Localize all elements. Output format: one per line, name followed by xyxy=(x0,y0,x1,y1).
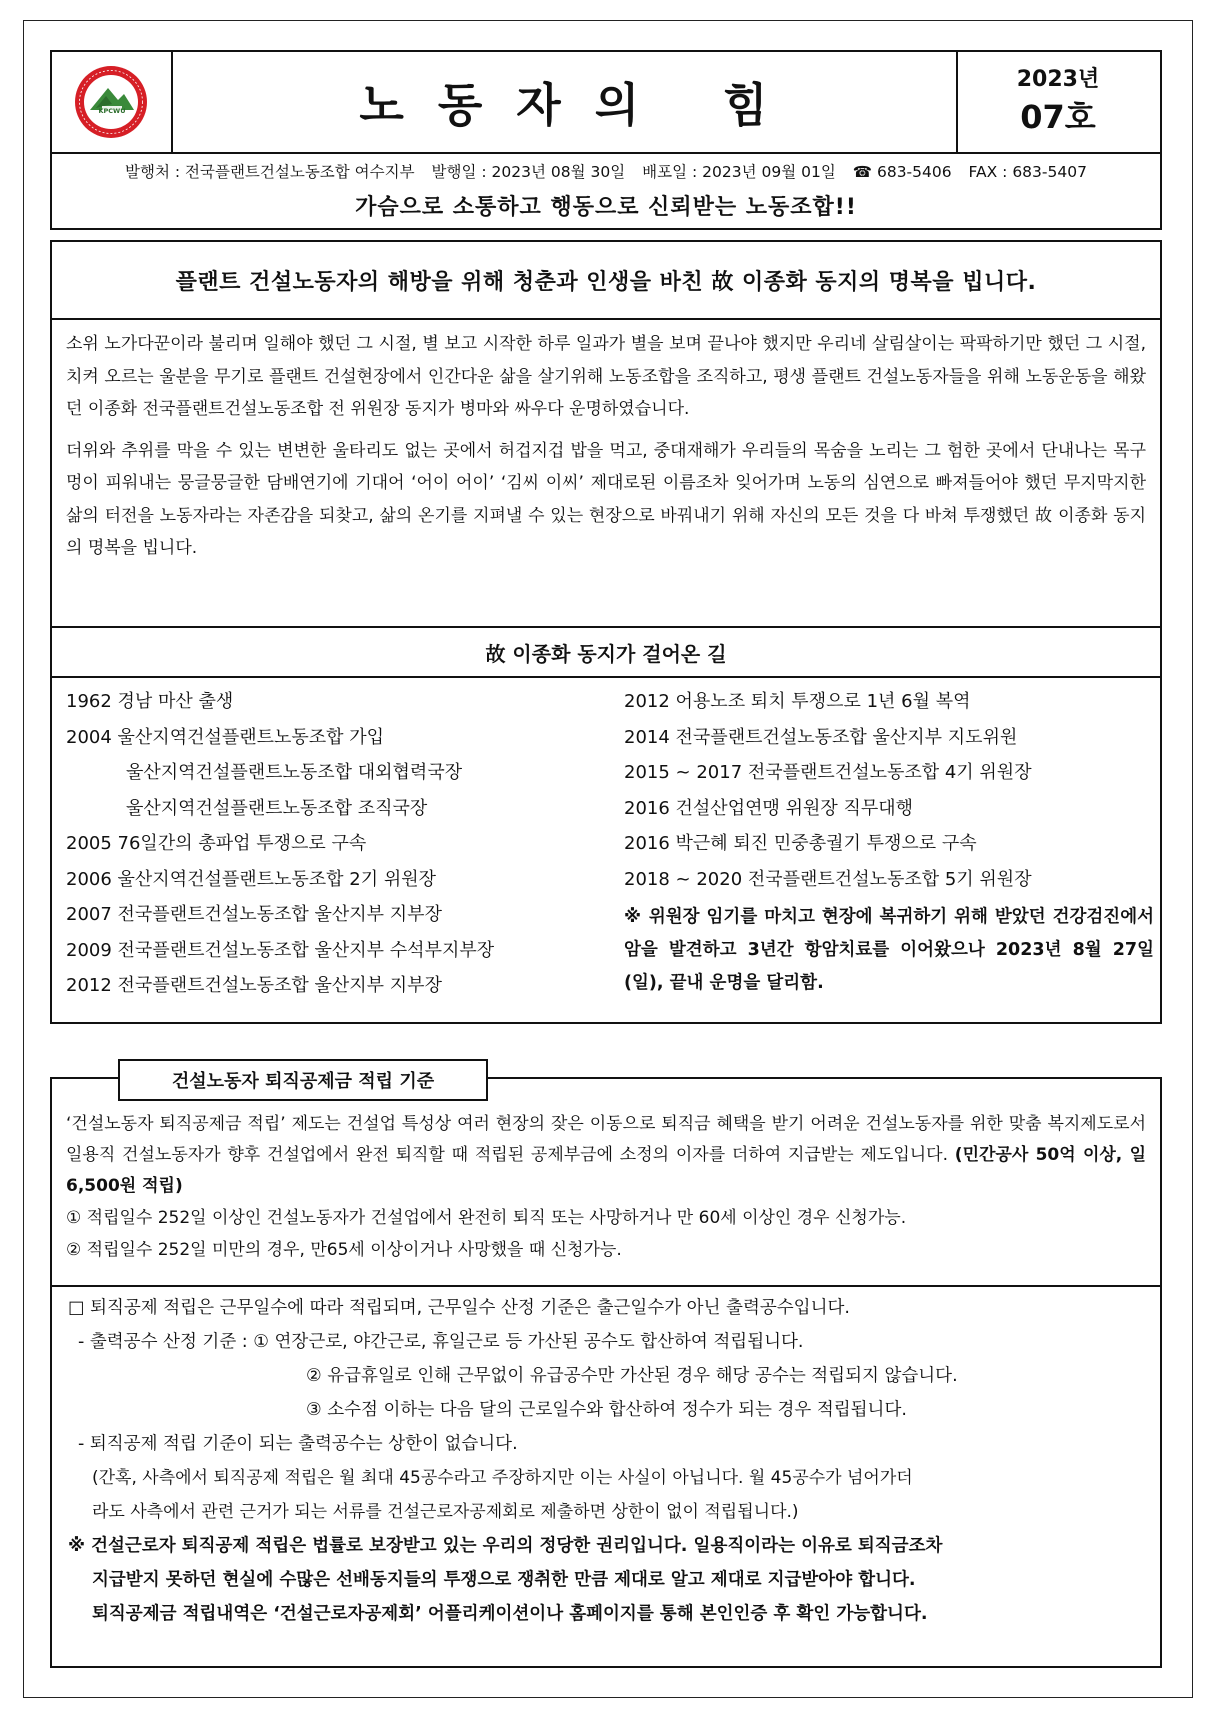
note-2: 지급받지 못하던 현실에 수많은 선배동지들의 투쟁으로 쟁취한 만큼 제대로 알고 제대로 지급받아야 합니다. xyxy=(92,1570,916,1590)
intro-bold-text: (민간공사 50억 이상, 일 6,500원 적립) xyxy=(66,1145,1146,1196)
timeline-note: ※ 위원장 임기를 마치고 현장에 복귀하기 위해 받았던 건강검진에서 암을 발견하고 3년간 항암치료를 이어왔으나 2023년 8월 27일(일), 끝내 운명을 달리함. xyxy=(624,907,1154,993)
timeline-item: 2006 울산지역건설플랜트노동조합 2기 위원장 xyxy=(66,868,437,890)
memorial-title: 플랜트 건설노동자의 해방을 위해 청춘과 인생을 바친 故 이종화 동지의 명복을 빕니다. xyxy=(52,242,1160,320)
criteria-3: ③ 소수점 이하는 다음 달의 근로일수와 합산하여 정수가 되는 경우 적립됩니다. xyxy=(306,1400,907,1420)
timeline-item: 2012 어용노조 퇴치 투쟁으로 1년 6월 복역 xyxy=(624,691,971,712)
timeline-item: 2009 전국플랜트건설노동조합 울산지부 수석부지부장 xyxy=(66,939,495,961)
parenthetical-2: 라도 사측에서 관련 근거가 되는 서류를 건설근로자공제회로 제출하면 상한이 없이 적립됩니다.) xyxy=(92,1502,799,1522)
timeline-item: 2018 ~ 2020 전국플랜트건설노동조합 5기 위원장 xyxy=(624,868,1032,890)
timeline-right-column xyxy=(624,684,1154,1000)
newsletter-title: 노동자의 힘 xyxy=(359,78,802,132)
timeline-item: 2015 ~ 2017 전국플랜트건설노동조합 4기 위원장 xyxy=(624,762,1032,783)
timeline-title: 故 이종화 동지가 걸어온 길 xyxy=(52,626,1160,678)
note-3: 퇴직공제금 적립내역은 ‘건설근로자공제회’ 어플리케이션이나 홈페이지를 통해 본인인증 후 확인 가능합니다. xyxy=(92,1604,928,1624)
timeline-item: 울산지역건설플랜트노동조합 조직국장 xyxy=(126,797,428,819)
note-1: ※ 건설근로자 퇴직공제 적립은 법률로 보장받고 있는 우리의 정당한 권리입니다. 일용직이라는 이유로 퇴직금조차 xyxy=(68,1536,943,1556)
publisher: 발행처 : 전국플랜트건설노동조합 여수지부 xyxy=(125,163,415,181)
timeline-item: 1962 경남 마산 출생 xyxy=(66,691,234,712)
slogan: 가슴으로 소통하고 행동으로 신뢰받는 노동조합!! xyxy=(355,195,857,220)
parenthetical-1: (간혹, 사측에서 퇴직공제 적립은 월 최대 45공수라고 주장하지만 이는 사실이 아닙니다. 월 45공수가 넘어가더 xyxy=(92,1468,913,1488)
timeline-left-column xyxy=(66,684,606,1004)
publication-date: 발행일 : 2023년 08월 30일 xyxy=(431,163,626,181)
fax-number: FAX : 683-5407 xyxy=(968,163,1087,181)
intro-text: ‘건설노동자 퇴직공제금 적립’ 제도는 건설업 특성상 여러 현장의 잦은 이동으로 퇴직금 혜택을 받기 어려운 건설노동자를 위한 맞춤 복지제도로서 일용직 건설노동자가 향후 건설업에서 완전 퇴직할 때 적립된 공제부금에 소정의 이자를 더하여 지급받는 제도입니다. xyxy=(66,1114,1146,1165)
criteria-1: - 출력공수 산정 기준 : ① 연장근로, 야간근로, 휴일근로 등 가산된 공수도 합산하여 적립됩니다. xyxy=(78,1332,804,1352)
condition-2: ② 적립일수 252일 미만의 경우, 만65세 이상이거나 사망했을 때 신청가능. xyxy=(66,1240,622,1260)
divider xyxy=(52,1285,1160,1287)
timeline-item: 2007 전국플랜트건설노동조합 울산지부 지부장 xyxy=(66,904,442,925)
timeline-item: 2016 건설산업연맹 위원장 직무대행 xyxy=(624,797,914,819)
issue-year: 2023년 xyxy=(1016,67,1100,92)
memorial-paragraph: 소위 노가다꾼이라 불리며 일해야 했던 그 시절, 별 보고 시작한 하루 일과가 별을 보며 끝나야 했지만 우리네 살림살이는 팍팍하기만 했던 그 시절, 치켜 오르는 울분을 무기로 플랜트 건설현장에서 인간다운 삶을 살기위해 노동조합을 조직하고, 평생 플랜트 건설노동자들을 위해 노동운동을 해왔던 이종화 전국플랜트건설노동조합 전 위원장 동지가 병마와 싸우다 운명하였습니다. xyxy=(66,334,1146,419)
retirement-section-title: 건설노동자 퇴직공제금 적립 기준 xyxy=(118,1059,488,1101)
retirement-intro xyxy=(66,1109,1146,1266)
retirement-section xyxy=(50,1071,1162,1668)
memorial-paragraph: 더위와 추위를 막을 수 있는 변변한 울타리도 없는 곳에서 허겁지겁 밥을 먹고, 중대재해가 우리들의 목숨을 노리는 그 험한 곳에서 단내나는 목구멍이 피워내는 뭉글뭉글한 담배연기에 기대어 ‘어이 어이’ ‘김씨 이씨’ 제대로된 이름조차 잊어가며 노동의 심연으로 빠져들어야 했던 무지막지한 삶의 터전을 노동자라는 자존감을 되찾고, 삶의 온기를 지펴낼 수 있는 현장으로 바꿔내기 위해 자신의 모든 것을 다 바쳐 투쟁했던 故 이종화 동지의 명복을 빕니다. xyxy=(66,440,1146,558)
newsletter-header xyxy=(50,50,1162,230)
memorial-body xyxy=(66,328,1146,574)
box-line: □ 퇴직공제 적립은 근무일수에 따라 적립되며, 근무일수 산정 기준은 출근일수가 아닌 출력공수입니다. xyxy=(68,1298,850,1318)
timeline-item: 2005 76일간의 총파업 투쟁으로 구속 xyxy=(66,833,367,854)
condition-1: ① 적립일수 252일 이상인 건설노동자가 건설업에서 완전히 퇴직 또는 사망하거나 만 60세 이상인 경우 신청가능. xyxy=(66,1208,907,1228)
timeline-item: 2014 전국플랜트건설노동조합 울산지부 지도위원 xyxy=(624,726,1018,748)
no-limit-line: - 퇴직공제 적립 기준이 되는 출력공수는 상한이 없습니다. xyxy=(78,1434,518,1454)
title-cell xyxy=(171,52,958,152)
retirement-details xyxy=(68,1291,1148,1631)
logo-text: KPCWU xyxy=(98,107,126,115)
phone-number: ☎ 683-5406 xyxy=(852,163,952,181)
logo-cell xyxy=(52,52,173,152)
timeline-item: 2016 박근혜 퇴진 민중총궐기 투쟁으로 구속 xyxy=(624,833,977,854)
issue-cell xyxy=(956,52,1160,152)
timeline-item: 울산지역건설플랜트노동조합 대외협력국장 xyxy=(126,762,463,783)
memorial-section xyxy=(50,240,1162,1024)
union-logo xyxy=(52,52,171,152)
distribution-date: 배포일 : 2023년 09월 01일 xyxy=(642,163,836,181)
criteria-2: ② 유급휴일로 인해 근무없이 유급공수만 가산된 경우 해당 공수는 적립되지 않습니다. xyxy=(306,1366,958,1386)
issue-number: 07호 xyxy=(1020,98,1096,136)
timeline-item: 2012 전국플랜트건설노동조합 울산지부 지부장 xyxy=(66,975,442,996)
timeline-item: 2004 울산지역건설플랜트노동조합 가입 xyxy=(66,726,385,748)
header-top-row xyxy=(52,52,1160,154)
publication-info xyxy=(52,160,1160,182)
